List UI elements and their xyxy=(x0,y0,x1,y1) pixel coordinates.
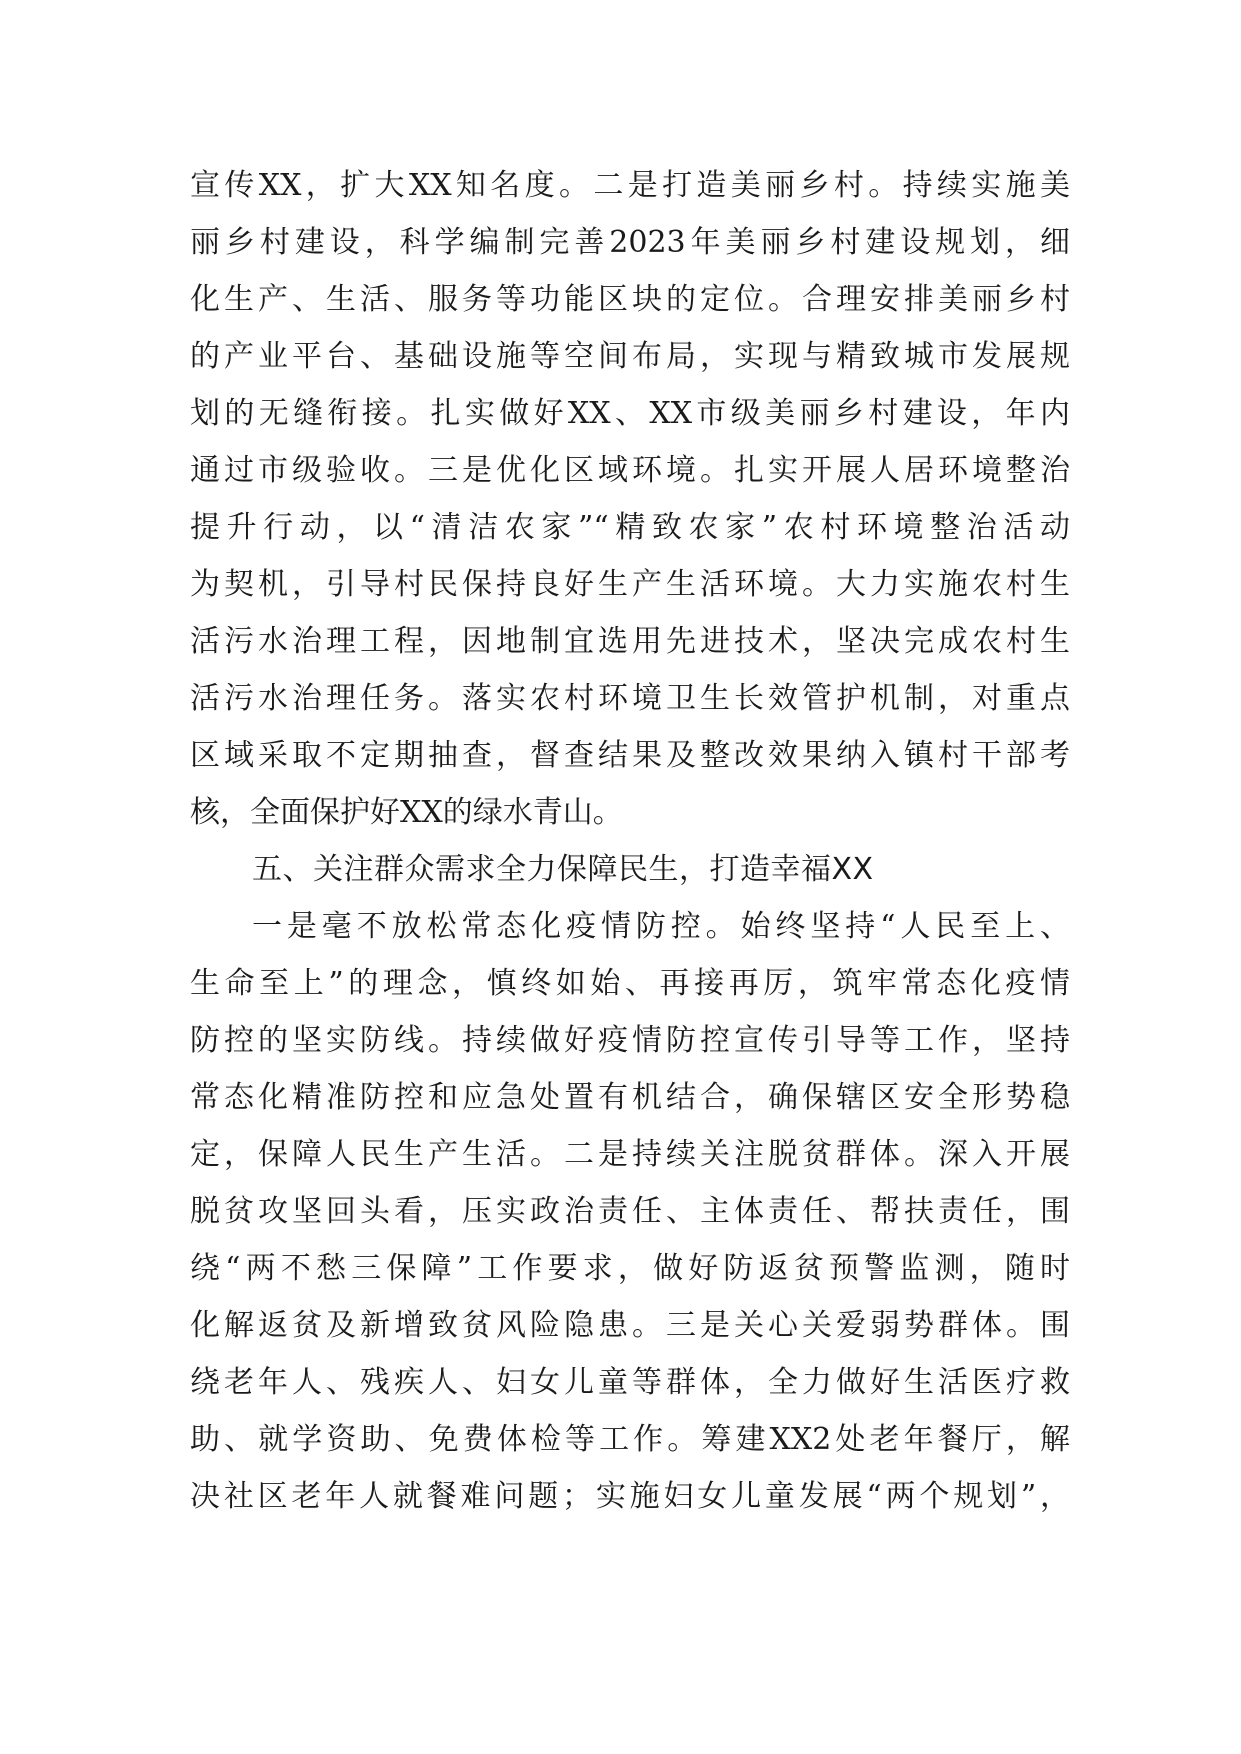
text-line: 决社区老年人就餐难问题；实施妇女儿童发展“两个规划”， xyxy=(190,1479,1070,1514)
text-line: 助、就学资助、免费体检等工作。筹建XX2处老年餐厅，解 xyxy=(190,1422,1070,1457)
text-line: 通过市级验收。三是优化区域环境。扎实开展人居环境整治 xyxy=(190,453,1070,488)
text-line: 提升行动，以“清洁农家”“精致农家”农村环境整治活动 xyxy=(190,510,1070,545)
text-line: 定，保障人民生产生活。二是持续关注脱贫群体。深入开展 xyxy=(190,1137,1070,1172)
text-line: 为契机，引导村民保持良好生产生活环境。大力实施农村生 xyxy=(190,567,1070,602)
text-line: 化解返贫及新增致贫风险隐患。三是关心关爱弱势群体。围 xyxy=(190,1308,1070,1343)
text-line: 区域采取不定期抽查，督查结果及整改效果纳入镇村干部考 xyxy=(190,738,1070,773)
text-line: 划的无缝衔接。扎实做好XX、XX市级美丽乡村建设，年内 xyxy=(190,396,1070,431)
text-line: 常态化精准防控和应急处置有机结合，确保辖区安全形势稳 xyxy=(190,1080,1070,1115)
text-line: 脱贫攻坚回头看，压实政治责任、主体责任、帮扶责任，围 xyxy=(190,1194,1070,1229)
text-line: 绕老年人、残疾人、妇女儿童等群体，全力做好生活医疗救 xyxy=(190,1365,1070,1400)
text-line: 丽乡村建设，科学编制完善2023年美丽乡村建设规划，细 xyxy=(190,225,1070,260)
text-line: 防控的坚实防线。持续做好疫情防控宣传引导等工作，坚持 xyxy=(190,1023,1070,1058)
text-line: 活污水治理工程，因地制宜选用先进技术，坚决完成农村生 xyxy=(190,624,1070,659)
text-line: 绕“两不愁三保障”工作要求，做好防返贫预警监测，随时 xyxy=(190,1251,1070,1286)
text-line: 生命至上”的理念，慎终如始、再接再厉，筑牢常态化疫情 xyxy=(190,966,1070,1001)
text-line: 核，全面保护好XX的绿水青山。 xyxy=(190,795,623,830)
text-line: 宣传XX，扩大XX知名度。二是打造美丽乡村。持续实施美 xyxy=(190,168,1070,203)
text-line: 化生产、生活、服务等功能区块的定位。合理安排美丽乡村 xyxy=(190,282,1070,317)
text-line: 活污水治理任务。落实农村环境卫生长效管护机制，对重点 xyxy=(190,681,1070,716)
text-line: 一是毫不放松常态化疫情防控。始终坚持“人民至上、 xyxy=(252,909,1070,944)
text-line: 的产业平台、基础设施等空间布局，实现与精致城市发展规 xyxy=(190,339,1070,374)
section-heading: 五、关注群众需求全力保障民生，打造幸福XX xyxy=(252,852,874,887)
